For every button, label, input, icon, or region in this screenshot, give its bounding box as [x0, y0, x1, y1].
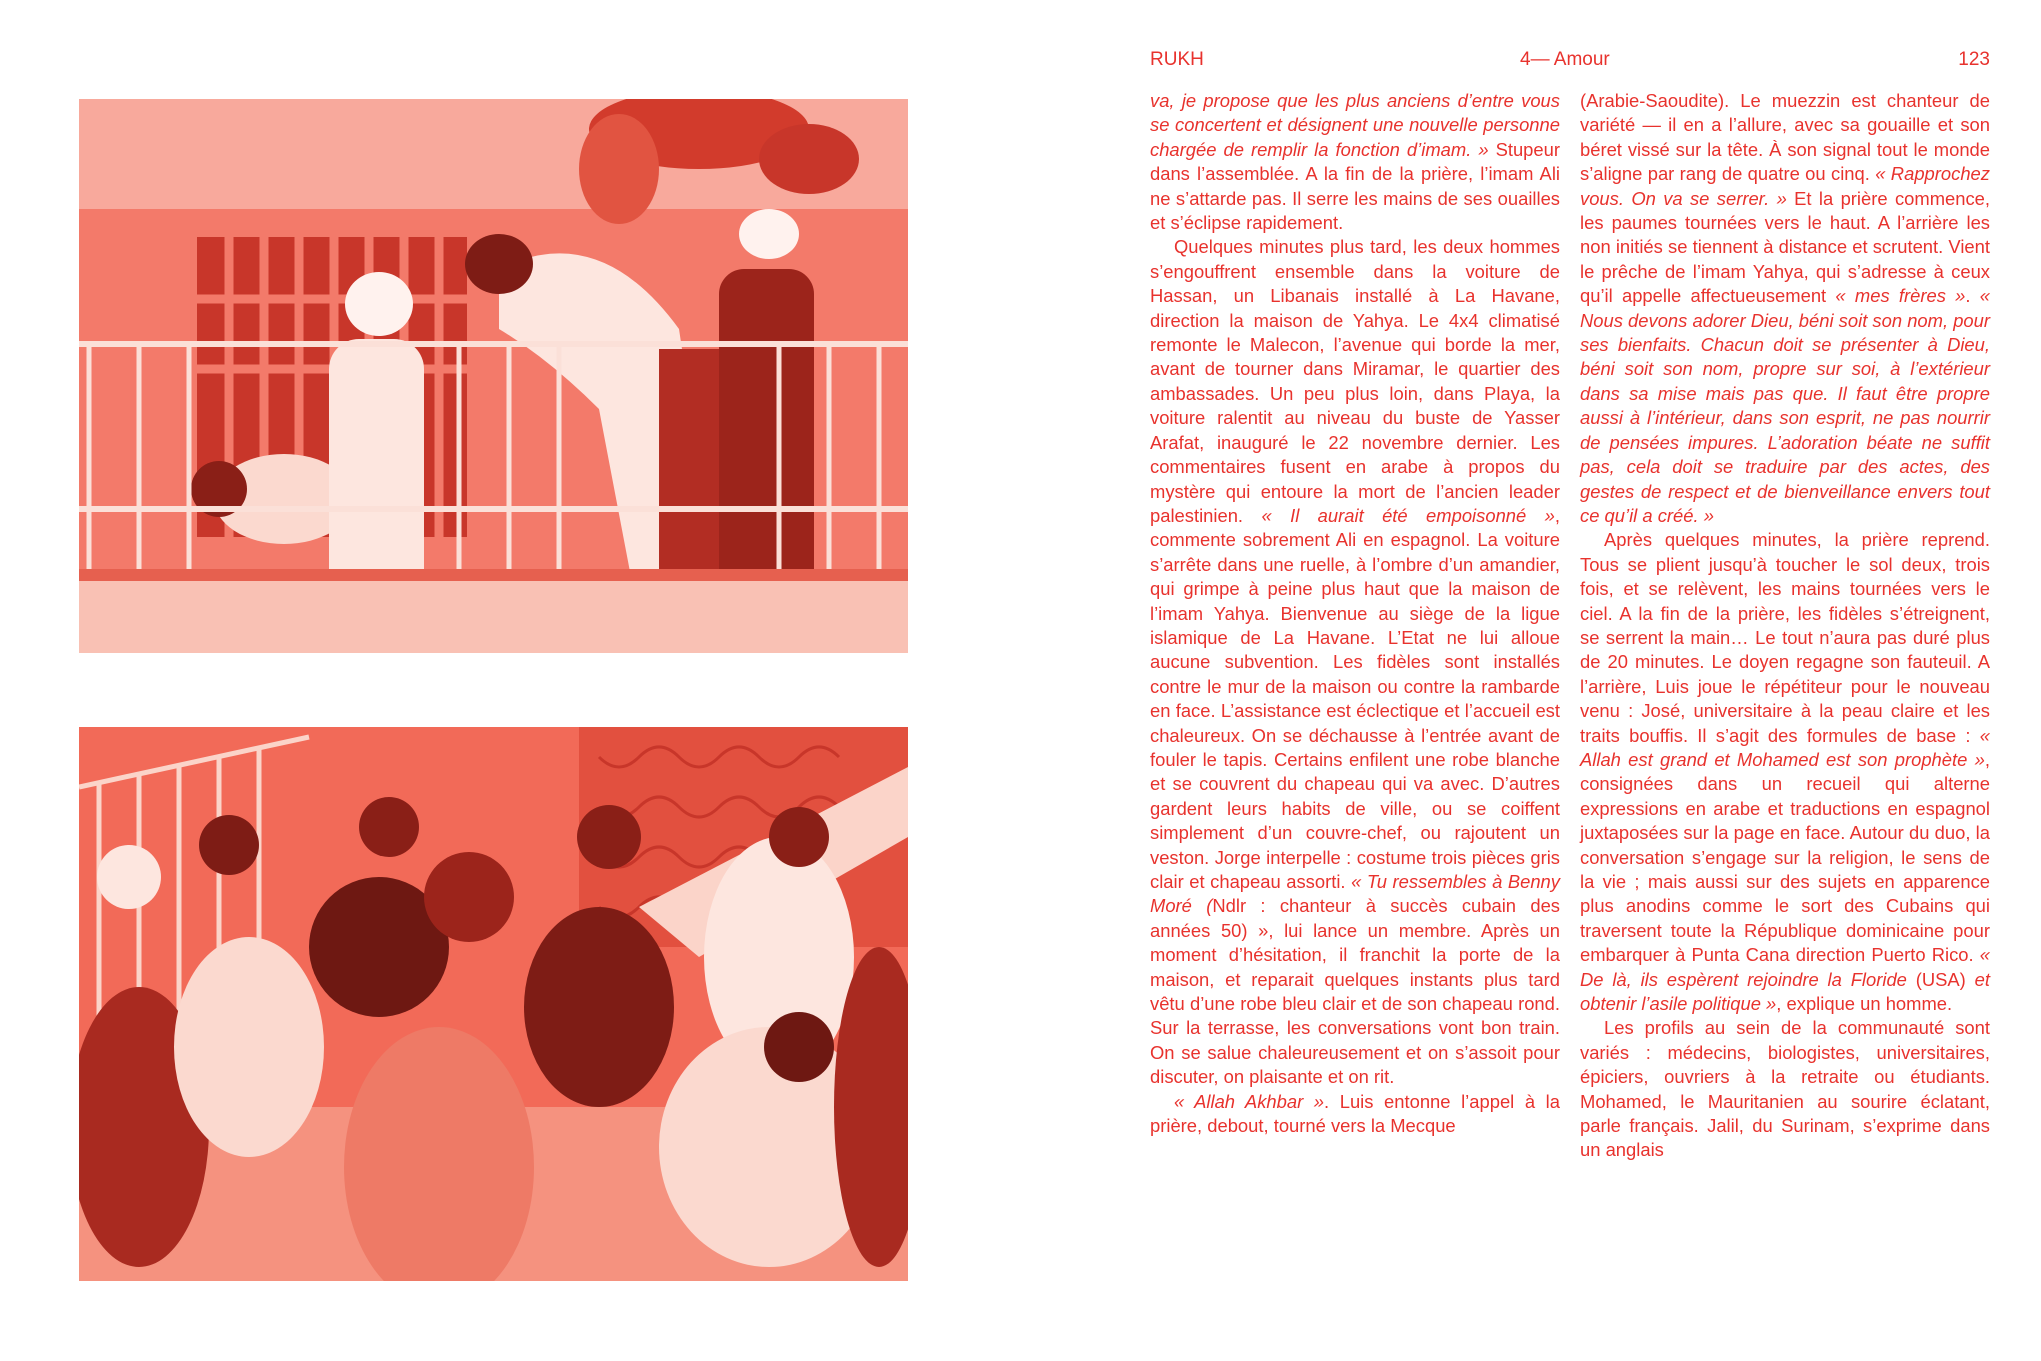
paragraph: « Allah Akhbar ». Luis entonne l’appel à la prière, debout, tourné vers la Mecque	[1150, 1090, 1560, 1137]
page-number: 123	[1958, 49, 1990, 70]
section-title: 4— Amour	[1520, 49, 1610, 70]
article-column-left	[1150, 89, 1560, 1138]
photo-prayer-balcony	[79, 99, 908, 653]
running-head	[1150, 46, 1990, 74]
photo-group-seated	[79, 727, 908, 1281]
paragraph: Après quelques minutes, la prière reprend. Tous se plient jusqu’à toucher le sol deux, trois fois, et se relèvent, les mains tournées vers le ciel. A la fin de la prière, les fidèles s’étreignent, se serrent la main… Le tout n’aura pas duré plus de 20 minutes. Le doyen regagne son fauteuil. A l’arrière, Luis joue le répétiteur pour le nouveau venu : José, universitaire à la peau claire et les traits bouffis. Il s’agit des formules de base : « Allah est grand et Mohamed est son prophète », consignées dans un recueil qui alterne expressions en arabe et traductions en espagnol juxtaposées sur la page en face. Autour du duo, la conversation s’engage sur la religion, le sens de la vie ; mais aussi sur des sujets en apparence plus anodins comme le sort des Cubains qui traversent toute la République dominicaine pour embarquer à Punta Cana direction Puerto Rico. « De là, ils espèrent rejoindre la Floride (USA) et obtenir l’asile politique », explique un homme.	[1580, 529, 1990, 1015]
paragraph: Les profils au sein de la communauté sont variés : médecins, biologistes, universitaires, épiciers, ouvriers à la retraite ou étudiants. Mohamed, le Mauritanien au sourire éclatant, parle français. Jalil, du Surinam, s’exprime dans un anglais	[1580, 1017, 1990, 1161]
article-column-right	[1580, 89, 1990, 1163]
paragraph: va, je propose que les plus anciens d’entre vous se concertent et désignent une nouvelle personne chargée de remplir la fonction d’imam. » Stupeur dans l’assemblée. A la fin de la prière, l’imam Ali ne s’attarde pas. Il serre les mains de ses ouailles et s’éclipse rapidement.	[1150, 90, 1560, 234]
publication-title: RUKH	[1150, 49, 1204, 70]
paragraph: (Arabie-Saoudite). Le muezzin est chanteur de variété — il en a l’allure, avec sa gouaille et son béret vissé sur la tête. À son signal tout le monde s’aligne par rang de quatre ou cinq. « Rapprochez vous. On va se serrer. » Et la prière commence, les paumes tournées vers le haut. A l’arrière les non initiés se tiennent à distance et scrutent. Vient le prêche de l’imam Yahya, qui s’adresse à ceux qu’il appelle affectueusement « mes frères ». « Nous devons adorer Dieu, béni soit son nom, pour ses bienfaits. Chacun doit se présenter à Dieu, béni soit son nom, propre sur soi, à l’extérieur dans sa mise mais pas que. Il faut être propre aussi à l’intérieur, dans son esprit, ne pas nourrir de pensées impures. L’adoration béate ne suffit pas, cela doit se traduire par des actes, des gestes de respect et de bienveillance envers tout ce qu’il a créé. »	[1580, 90, 1991, 526]
paragraph: Quelques minutes plus tard, les deux hommes s’engouffrent ensemble dans la voiture de Hassan, un Libanais installé à La Havane, direction la maison de Yahya. Le 4x4 climatisé remonte le Malecon, l’avenue qui borde la mer, avant de tourner dans Miramar, le quartier des ambassades. Un peu plus loin, dans Playa, la voiture ralentit au niveau du buste de Yasser Arafat, inauguré le 22 novembre dernier. Les commentaires fusent en arabe à propos du mystère qui entoure la mort de l’ancien leader palestinien. « Il aurait été empoisonné », commente sobrement Ali en espagnol. La voiture s’arrête dans une ruelle, à l’ombre d’un amandier, qui grimpe à peine plus haut que la maison de l’imam Yahya. Bienvenue au siège de la ligue islamique de La Havane. L’Etat ne lui alloue aucune subvention. Les fidèles sont installés contre le mur de la maison ou contre la rambarde en face. L’assistance est éclectique et l’accueil est chaleureux. On se déchausse à l’entrée avant de fouler le tapis. Certains enfilent une robe blanche et se couvrent du chapeau qui va avec. D’autres gardent leurs habits de ville, ou se coiffent simplement d’un couvre-chef, ou rajoutent un veston. Jorge interpelle : costume trois pièces gris clair et chapeau assorti. « Tu ressembles à Benny Moré (Ndlr : chanteur à succès cubain des années 50) », lui lance un membre. Après un moment d’hésitation, il franchit la porte de la maison, et reparait quelques instants plus tard vêtu d’une robe bleu clair et de son chapeau rond. Sur la terrasse, les conversations vont bon train. On se salue chaleureusement et on s’assoit pour discuter, on plaisante et on rit.	[1150, 236, 1561, 1088]
